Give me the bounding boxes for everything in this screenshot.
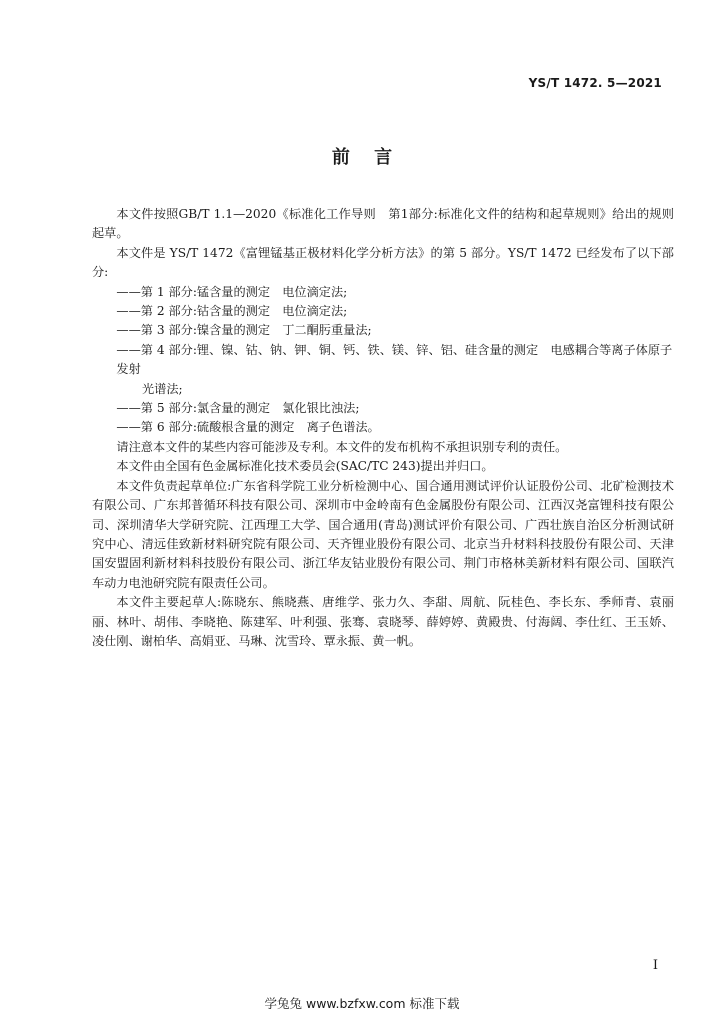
list-item-text: ——第 5 部分:氯含量的测定 氯化银比浊法; [116, 401, 360, 416]
list-item [116, 341, 674, 399]
paragraph-drafting-units: 本文件负责起草单位:广东省科学院工业分析检测中心、国合通用测试评价认证股份公司、北矿检测技术有限公司、广东邦普循环科技有限公司、深圳市中金岭南有色金属股份有限公司、江西汉尧富锂科技有限公司、深圳清华大学研究院、江西理工大学、国合通用(青岛)测试评价有限公司、广西壮族自治区分析测试研究中心、清远佳致新材料研究院有限公司、天齐锂业股份有限公司、北京当升材料科技股份有限公司、天津国安盟固利新材料科技股份有限公司、浙江华友钴业股份有限公司、荆门市格林美新材料有限公司、国联汽车动力电池研究院有限责任公司。 [92, 478, 674, 590]
list-item [116, 399, 674, 418]
list-item-text: ——第 4 部分:锂、镍、钴、钠、钾、铜、钙、铁、镁、锌、铝、硅含量的测定 电感耦合等离子体原子发射 [116, 342, 673, 377]
list-item [116, 321, 674, 340]
page-number: I [652, 958, 658, 973]
list-item-continuation: 光谱法; [142, 381, 183, 396]
list-item [116, 283, 674, 302]
parts-list [92, 283, 674, 438]
list-item-text: ——第 1 部分:锰含量的测定 电位滴定法; [116, 284, 348, 299]
list-item [116, 418, 674, 437]
list-item-text: ——第 6 部分:硫酸根含量的测定 离子色谱法。 [116, 420, 380, 435]
list-item [116, 302, 674, 321]
paragraph-committee: 本文件由全国有色金属标准化技术委员会(SAC/TC 243)提出并归口。 [116, 459, 494, 474]
paragraph-patent-notice: 请注意本文件的某些内容可能涉及专利。本文件的发布机构不承担识别专利的责任。 [116, 439, 568, 454]
paragraph-drafting-rules: 本文件按照GB/T 1.1—2020《标准化工作导则 第1部分:标准化文件的结构和起草规则》给出的规则起草。 [92, 207, 674, 241]
paragraph-series-intro: 本文件是 YS/T 1472《富锂锰基正极材料化学分析方法》的第 5 部分。YS/T 1472 已经发布了以下部分: [92, 245, 674, 280]
list-item-text: ——第 2 部分:钴含量的测定 电位滴定法; [116, 304, 348, 319]
foreword-body [92, 205, 674, 651]
standard-code: YS/T 1472. 5—2021 [528, 76, 662, 90]
page-title: 前 言 [331, 147, 393, 168]
list-item-text: ——第 3 部分:镍含量的测定 丁二酮肟重量法; [116, 323, 372, 338]
footer-watermark: 学兔兔 www.bzfxw.com 标准下载 [264, 996, 460, 1011]
paragraph-drafters: 本文件主要起草人:陈晓东、熊晓燕、唐维学、张力久、李甜、周航、阮桂色、李长东、季师青、袁丽丽、林叶、胡伟、李晓艳、陈建军、叶利强、张骞、袁晓琴、薛婷婷、黄殿贵、付海阔、李仕红、王玉娇、凌仕刚、谢柏华、高娟亚、马琳、沈雪玲、覃永振、黄一帆。 [92, 595, 674, 648]
